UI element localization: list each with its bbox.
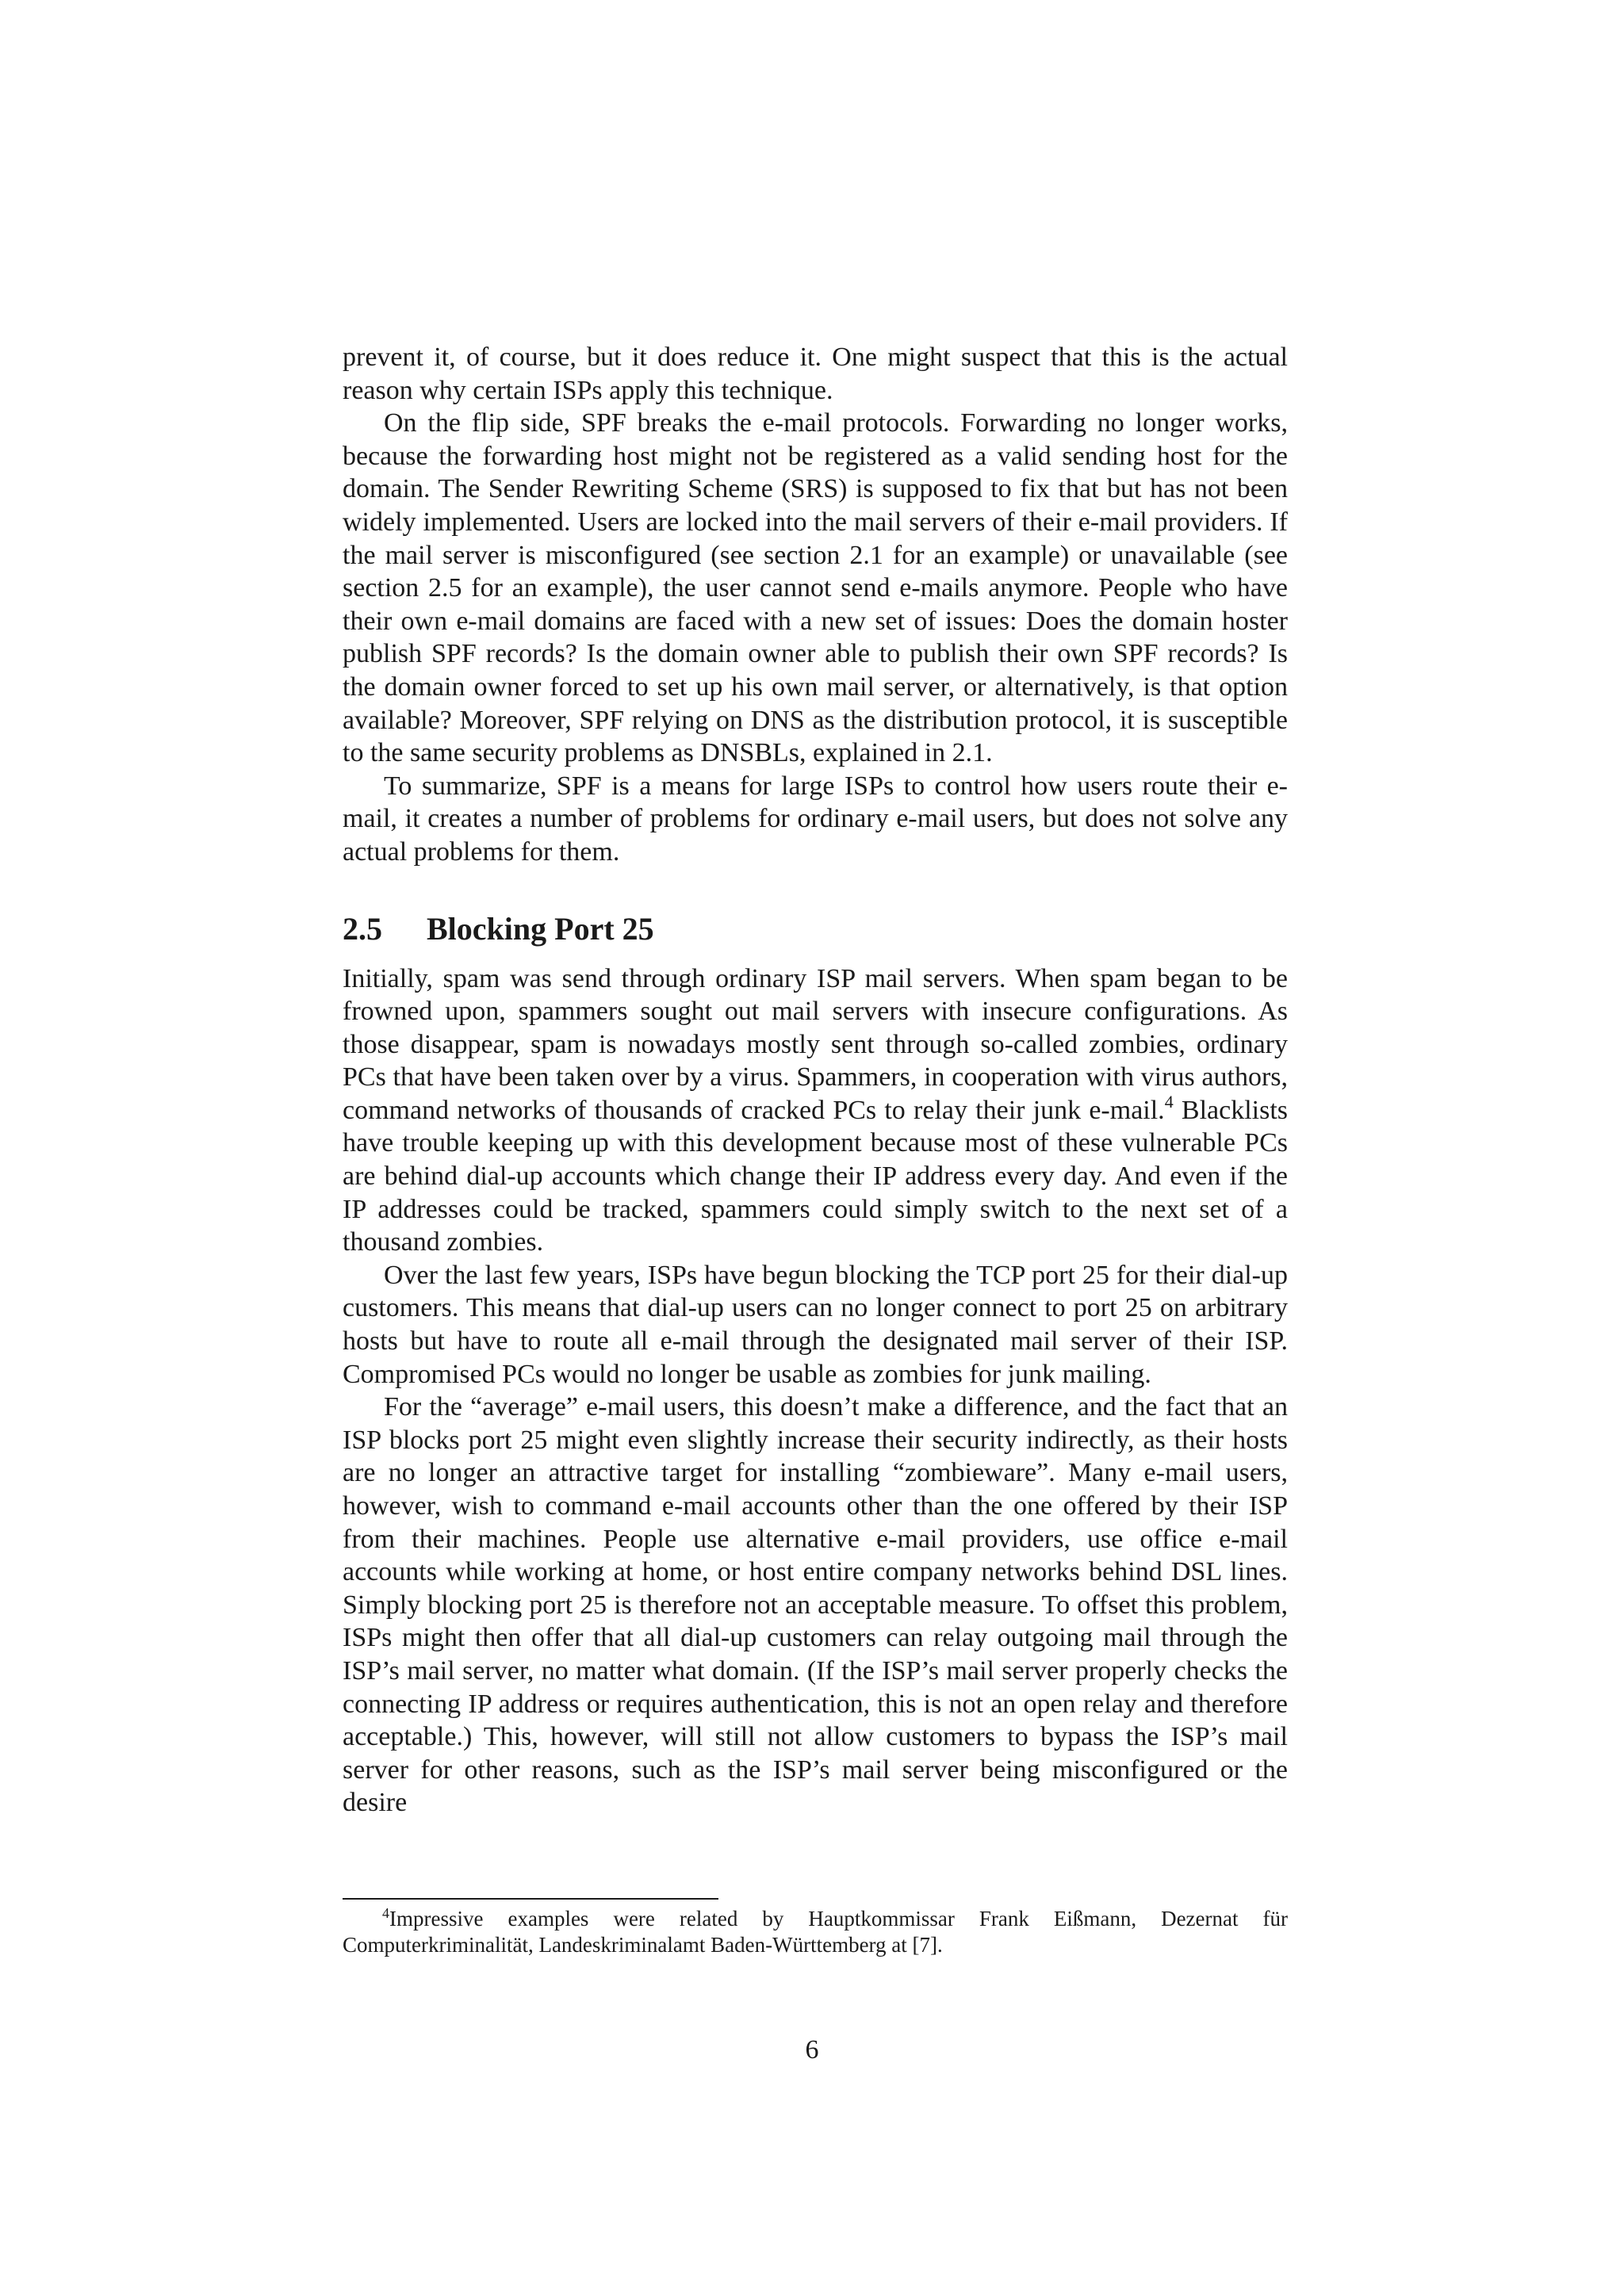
body-paragraph-3: To summarize, SPF is a means for large ISPs to control how users route their e-mail, it creates a number of problems for ordinary e-mail users, but does not solve any actual problems for them. (343, 771, 1288, 867)
section-title: Blocking Port 25 (427, 910, 654, 947)
page-body (343, 341, 1288, 1820)
body-paragraph-2: On the flip side, SPF breaks the e-mail protocols. Forwarding no longer works, because the forwarding host might not be registered as a valid sending host for the domain. The Sender Rewriting Scheme (SRS) is supposed to fix that but has not been widely implemented. Users are locked into the mail servers of their e-mail providers. If the mail server is misconfigured (see section 2.1 for an example) or unavailable (see section 2.5 for an example), the user cannot send e-mails anymore. People who have their own e-mail domains are faced with a new set of issues: Does the domain hoster publish SPF records? Is the domain owner able to publish their own SPF records? Is the domain owner forced to set up his own mail server, or alternatively, is that option available? Moreover, SPF relying on DNS as the distribution protocol, it is susceptible to the same security problems as DNSBLs, explained in 2.1. (343, 408, 1288, 768)
body-paragraph-1: prevent it, of course, but it does reduce it. One might suspect that this is the actual reason why certain ISPs apply this technique. (343, 342, 1288, 405)
section-paragraph-1-text-continued: Blacklists have trouble keeping up with this development because most of these vulnerable PCs are behind dial-up accounts which change their IP address every day. And even if the IP addresses could be tracked, spammers could simply switch to the next set of a thousand zombies. (343, 1095, 1289, 1257)
footnote-mark: 4 (382, 1905, 389, 1921)
section-paragraph-1-text: Initially, spam was send through ordinary ISP mail servers. When spam began to be frowned upon, spammers sought out mail servers with insecure configurations. As those disappear, spam is nowadays mostly sent through so-called zombies, ordinary PCs that have been taken over by a virus. Spammers, in cooperation with virus authors, command networks of thousands of cracked PCs to relay their junk e-mail. (343, 963, 1288, 1125)
footnote (343, 1906, 1288, 1958)
footnote-divider (343, 1898, 718, 1900)
section-paragraph-1 (343, 962, 1288, 1259)
page-number: 6 (805, 2035, 819, 2064)
section-heading (343, 909, 1288, 950)
section-number: 2.5 (343, 910, 382, 947)
section-paragraph-3: For the “average” e-mail users, this doesn’t make a difference, and the fact that an ISP blocks port 25 might even slightly increase their security indirectly, as their hosts are no longer an attractive target for installing “zombieware”. Many e-mail users, however, wish to command e-mail accounts other than the one offered by their ISP from their machines. People use alternative e-mail providers, use office e-mail accounts while working at home, or host entire company networks behind DSL lines. Simply blocking port 25 is therefore not an acceptable measure. To offset this problem, ISPs might then offer that all dial-up customers can relay outgoing mail through the ISP’s mail server, no matter what domain. (If the ISP’s mail server properly checks the connecting IP address or requires authentication, this is not an open relay and therefore acceptable.) This, however, will still not allow customers to bypass the ISP’s mail server for other reasons, such as the ISP’s mail server being misconfigured or the desire (343, 1392, 1288, 1818)
section-paragraph-2: Over the last few years, ISPs have begun blocking the TCP port 25 for their dial-up customers. This means that dial-up users can no longer connect to port 25 on arbitrary hosts but have to route all e-mail through the designated mail server of their ISP. Compromised PCs would no longer be usable as zombies for junk mailing. (343, 1260, 1288, 1389)
footnote-text: Impressive examples were related by Hauptkommissar Frank Eißmann, Dezernat für Computerkriminalität, Landeskriminalamt Baden-Württemberg at [7]. (343, 1907, 1288, 1957)
footnote-reference[interactable]: 4 (1164, 1091, 1174, 1112)
